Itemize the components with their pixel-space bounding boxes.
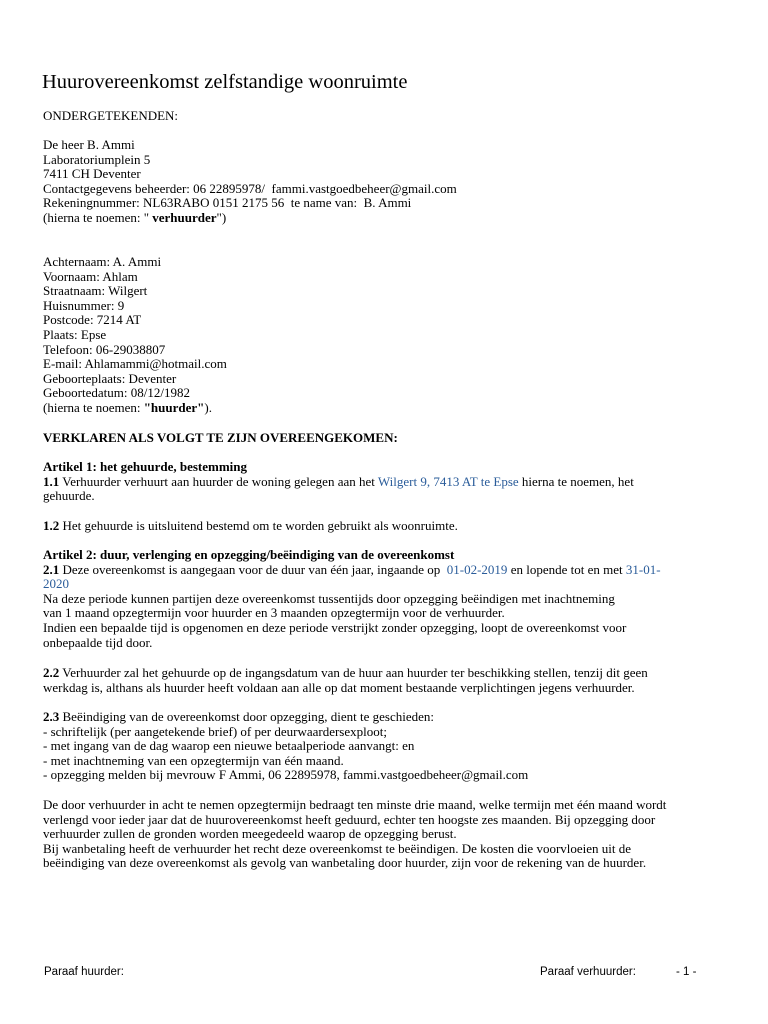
tenant-firstname: Voornaam: Ahlam <box>43 268 138 284</box>
tenant-postcode: Postcode: 7214 AT <box>43 312 142 328</box>
landlord-street: Laboratoriumplein 5 <box>43 151 151 167</box>
article-2-2: 2.2 Verhuurder zal het gehuurde op de ingangsdatum van de huur aan huurder ter beschikking stellen, tenzij dit geen werkdag is, althans als huurder heeft voldaan aan alle op dat moment bestaande verplichtingen jegens verhuurder. <box>43 665 648 695</box>
list-item: - met inachtneming van een opzegtermijn van één maand. <box>43 752 344 768</box>
tenant-street: Straatnaam: Wilgert <box>43 283 148 299</box>
tenant-email: E-mail: Ahlamammi@hotmail.com <box>43 356 227 372</box>
article-2-3: 2.3 Beëindiging van de overeenkomst door opzegging, dient te geschieden: - schriftelijk (per aangetekende brief) of per deurwaardersexploot; - met ingang van de dag waarop een nieuwe betaalperiode aanvangt: en - met inachtneming van een opzegtermijn van één maand. - opzegging melden bij mevrouw F Ammi, 06 22895978, fammi.vastgoedbeheer@gmail.com <box>43 710 733 783</box>
tenant-birthdate: Geboortedatum: 08/12/1982 <box>43 385 190 401</box>
tenant-block <box>43 255 733 416</box>
list-item: - schriftelijk (per aangetekende brief) of per deurwaardersexploot; <box>43 723 387 739</box>
article-1: Artikel 1: het gehuurde, bestemming 1.1 Verhuurder verhuurt aan huurder de woning gelegen aan het Wilgert 9, 7413 AT te Epse hierna te noemen, het gehuurde. <box>43 460 733 504</box>
tenant-housenumber: Huisnummer: 9 <box>43 297 125 313</box>
page-title: Huurovereenkomst zelfstandige woonruimte <box>42 71 408 93</box>
landlord-postal-city: 7411 CH Deventer <box>43 166 141 182</box>
article-1-heading: Artikel 1: het gehuurde, bestemming <box>43 459 248 474</box>
end-date-year: 2020 <box>43 576 69 592</box>
page-number: - 1 - <box>676 966 697 978</box>
article-1-1: 1.1 Verhuurder verhuurt aan huurder de woning gelegen aan het Wilgert 9, 7413 AT te Epse hierna te noemen, het <box>43 473 634 489</box>
tenant-initials-label: Paraaf huurder: <box>44 966 124 978</box>
article-1-2: 1.2 Het gehuurde is uitsluitend bestemd om te worden gebruikt als woonruimte. <box>43 518 458 533</box>
declaration-heading: VERKLAREN ALS VOLGT TE ZIJN OVEREENGEKOMEN: <box>43 430 398 445</box>
article-2-1: 2.1 Deze overeenkomst is aangegaan voor de duur van één jaar, ingaande op 01-02-2019 en lopende tot en met 31-01- <box>43 561 661 577</box>
tenant-alias: (hierna te noemen: "huurder"). <box>43 399 212 415</box>
property-address: Wilgert 9, 7413 AT te Epse <box>377 473 519 489</box>
tenant-birthplace: Geboorteplaats: Deventer <box>43 370 177 386</box>
list-item: - met ingang van de dag waarop een nieuwe betaalperiode aanvangt: en <box>43 738 415 754</box>
signatories-heading: ONDERGETEKENDEN: <box>43 108 179 123</box>
landlord-alias-term: verhuurder <box>149 209 217 225</box>
landlord-alias: (hierna te noemen: " verhuurder") <box>43 209 227 225</box>
article-2: Artikel 2: duur, verlenging en opzegging/beëindiging van de overeenkomst 2.1 Deze overeenkomst is aangegaan voor de duur van één jaar, ingaande op 01-02-2019 en lopende tot en met 31-01- 2020 Na deze periode kunnen partijen deze overeenkomst tussentijds door opzegging beëindigen met inachtneming van 1 maand opzegtermijn voor huurder en 3 maanden opzegtermijn voor de verhuurder. Indien een bepaalde tijd is opgenomen en deze periode verstrijkt zonder opzegging, loopt de overeenkomst voor onbepaalde tijd door. <box>43 548 733 650</box>
landlord-contact: Contactgegevens beheerder: 06 22895978/ fammi.vastgoedbeheer@gmail.com <box>43 180 457 196</box>
tenant-city: Plaats: Epse <box>43 326 107 342</box>
start-date: 01-02-2019 <box>446 561 508 577</box>
list-item: - opzegging melden bij mevrouw F Ammi, 06 22895978, fammi.vastgoedbeheer@gmail.com <box>43 767 529 783</box>
tenant-alias-term: "huurder" <box>143 399 205 415</box>
tenant-surname: Achternaam: A. Ammi <box>43 254 162 269</box>
notice-period-paragraph: De door verhuurder in acht te nemen opzegtermijn bedraagt ten minste drie maand, welke termijn met één maand wordt verlengd voor ieder jaar dat de huurovereenkomst heeft geduurd, echter ten hoogste zes maanden. Bij opzegging door verhuurder zullen de gronden worden meegedeeld waarop de opzegging berust. Bij wanbetaling heeft de verhuurder het recht deze overeenkomst te beëindigen. De kosten die voorvloeien uit de beëindiging van deze overeenkomst als gevolg van wanbetaling door huurder, zijn voor de rekening van de huurder. <box>43 797 667 871</box>
landlord-initials-label: Paraaf verhuurder: <box>540 966 636 978</box>
landlord-account: Rekeningnummer: NL63RABO 0151 2175 56 te name van: B. Ammi <box>43 195 412 211</box>
article-2-heading: Artikel 2: duur, verlenging en opzegging/beëindiging van de overeenkomst <box>43 547 455 562</box>
landlord-block <box>43 138 733 226</box>
end-date: 31-01- <box>625 561 661 577</box>
tenant-phone: Telefoon: 06-29038807 <box>43 341 166 357</box>
landlord-name: De heer B. Ammi <box>43 137 135 152</box>
